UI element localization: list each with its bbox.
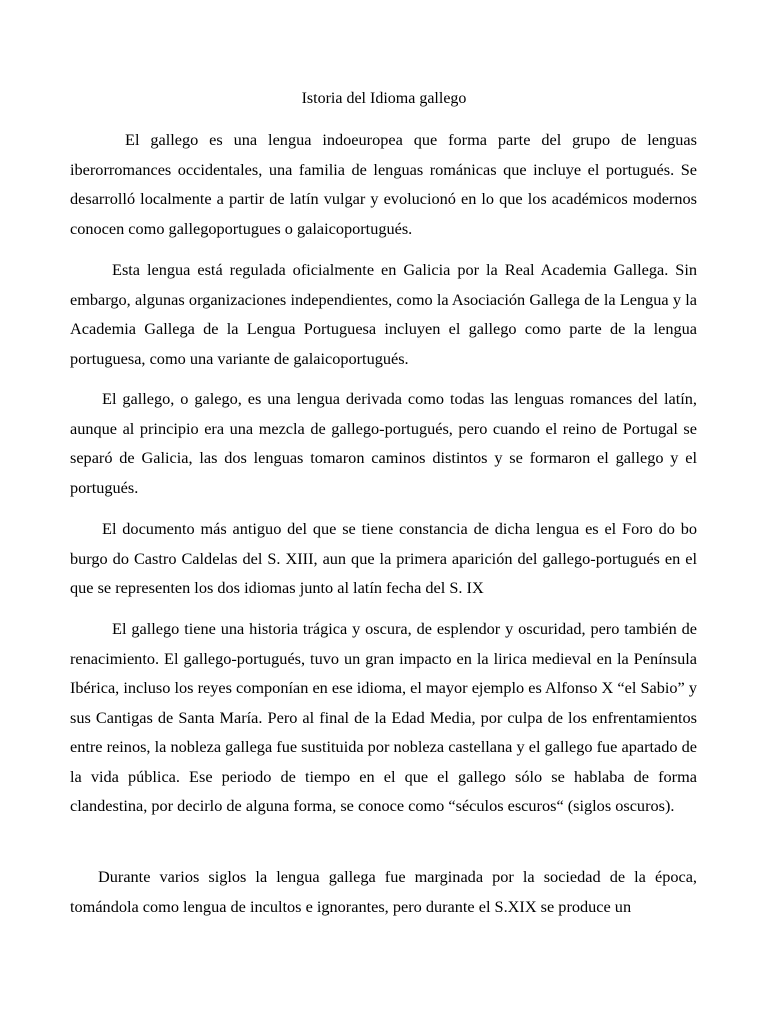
paragraph-oldest-document: El documento más antiguo del que se tiene constancia de dicha lengua es el Foro do bo burgo do Castro Caldelas del S. XIII, aun que la primera aparición del gallego-portugués en el que se representen los dos idiomas junto al latín fecha del S. IX — [70, 519, 697, 597]
paragraph-origins: El gallego es una lengua indoeuropea que forma parte del grupo de lenguas iberorromances occidentales, una familia de lenguas románicas que incluye el portugués. Se desarrolló localmente a partir de latín vulgar y evolucionó en lo que los académicos modernos conocen como gallegoportugues o galaicoportugués. — [70, 130, 697, 238]
paragraph-dark-centuries: El gallego tiene una historia trágica y oscura, de esplendor y oscuridad, pero también de renacimiento. El gallego-portugués, tuvo un gran impacto en la lirica medieval en la Península Ibérica, incluso los reyes componían en ese idioma, el mayor ejemplo es Alfonso X “el Sabio” y sus Cantigas de Santa María. Pero al final de la Edad Media, por culpa de los enfrentamientos entre reinos, la nobleza gallega fue sustituida por nobleza castellana y el gallego fue apartado de la vida pública. Ese periodo de tiempo en el que el gallego sólo se hablaba de forma clandestina, por decirlo de alguna forma, se conoce como “séculos escuros“ (siglos oscuros). — [70, 619, 697, 815]
paragraph-marginalization: Durante varios siglos la lengua gallega fue marginada por la sociedad de la época, tomándola como lengua de incultos e ignorantes, pero durante el S.XIX se produce un — [70, 867, 697, 916]
paragraph-regulation: Esta lengua está regulada oficialmente en Galicia por la Real Academia Gallega. Sin embargo, algunas organizaciones independientes, como la Asociación Gallega de la Lengua y la Academia Gallega de la Lengua Portuguesa incluyen el gallego como parte de la lengua portuguesa, como una variante de galaicoportugués. — [70, 260, 697, 368]
document-title: Istoria del Idioma gallego — [301, 90, 467, 107]
paragraph-derivation: El gallego, o galego, es una lengua derivada como todas las lenguas romances del latín, aunque al principio era una mezcla de gallego-portugués, pero cuando el reino de Portugal se separó de Galicia, las dos lenguas tomaron caminos distintos y se formaron el gallego y el portugués. — [70, 389, 697, 497]
